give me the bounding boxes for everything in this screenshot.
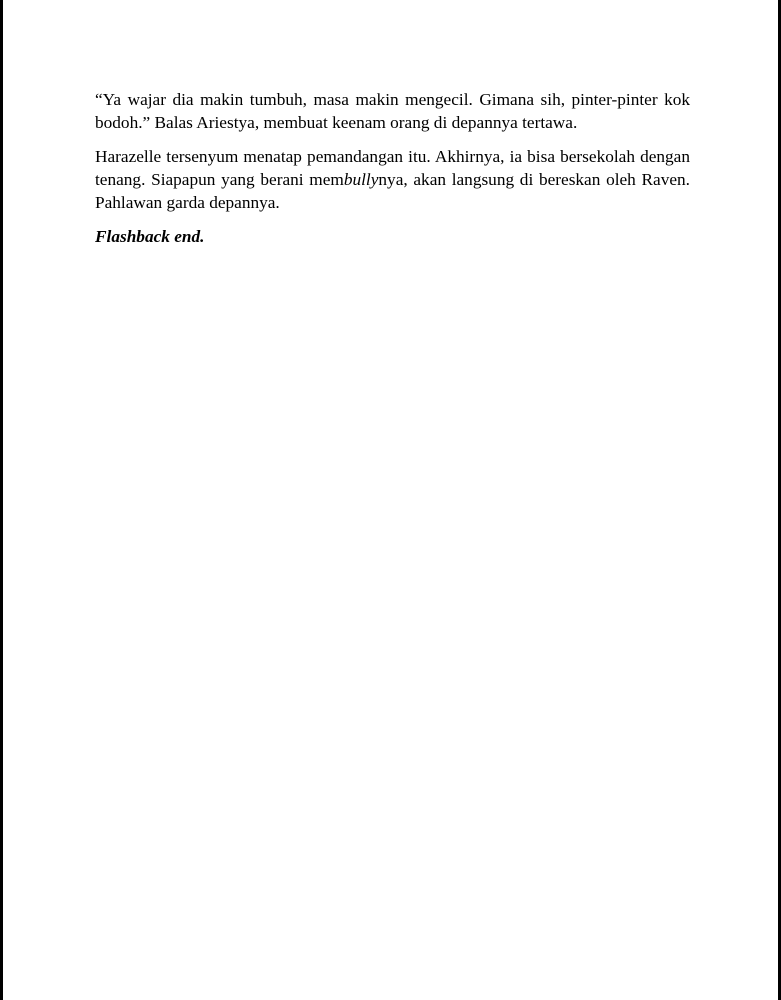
italic-word-bully: bully [343,170,379,189]
flashback-end-label: Flashback end. [95,227,205,246]
paragraph-dialogue: “Ya wajar dia makin tumbuh, masa makin mengecil. Gimana sih, pinter-pinter kok bodoh.” Balas Ariestya, membuat keenam orang di depannya tertawa. [95,90,690,132]
paragraph-narration-end: nya, akan langsung di bereskan oleh Raven. Pahlawan garda depannya. [95,170,690,212]
document-body [95,88,690,248]
paragraph-narration [95,145,690,214]
paragraph-narration-start: Harazelle tersenyum menatap pemandangan itu. Akhirnya, ia bisa bersekolah dengan tenang. Siapapun yang berani mem [95,147,690,189]
